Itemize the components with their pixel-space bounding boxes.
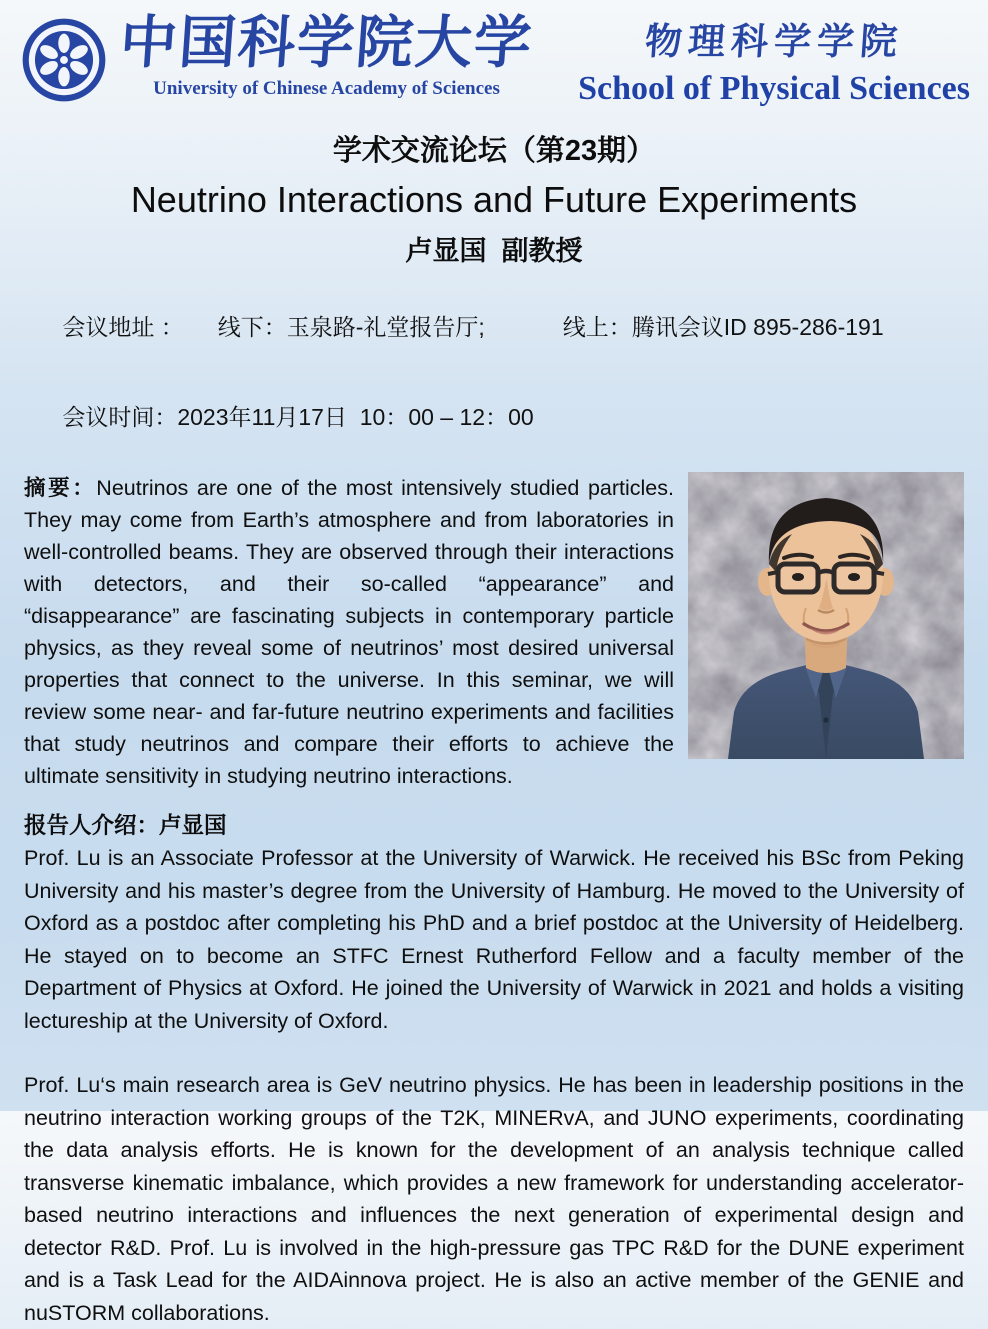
- meeting-online: 线上：腾讯会议ID 895-286-191: [562, 314, 884, 340]
- bio-section: [24, 808, 964, 1329]
- meeting-address-row: [24, 282, 988, 372]
- abstract-section: [24, 472, 964, 792]
- abstract-label: 摘要：: [24, 476, 97, 500]
- university-name-cn: 中国科学院大学: [117, 12, 536, 75]
- meeting-address-label: 会议地址 ：: [62, 314, 184, 340]
- school-brand: [578, 22, 970, 108]
- school-name-cn: 物理科学学院: [643, 22, 905, 63]
- series-title: 学术交流论坛（第23期）: [332, 135, 656, 167]
- talk-title: Neutrino Interactions and Future Experiments: [130, 179, 858, 220]
- bio-heading: 报告人介绍：卢显国: [24, 813, 227, 838]
- abstract-paragraph: [24, 472, 674, 792]
- school-name-en: School of Physical Sciences: [578, 70, 970, 107]
- speaker-name: 卢显国 副教授: [405, 236, 583, 266]
- meeting-time-value: 2023年11月17日 10：00 – 12：00: [177, 404, 534, 430]
- university-name-block: [117, 12, 536, 100]
- speaker-photo: [688, 472, 964, 759]
- ucas-emblem-icon: [20, 16, 108, 104]
- meeting-info: [24, 282, 988, 462]
- meeting-time-label: 会议时间：: [62, 404, 178, 430]
- meeting-offline: 线下：玉泉路-礼堂报告厅;: [217, 314, 485, 340]
- abstract-text: Neutrinos are one of the most intensively studied particles. They may come from Earth’s atmosphere and from laboratories in well-controlled beams. They are observed through their interactions with detectors, and their so-called “appearance” and “disappearance” are fascinating subjects in contemporary particle physics, as they reveal some of neutrinos’ most desired universal properties that connect to the universe. In this seminar, we will review some near- and far-future neutrino experiments and facilities that study neutrinos and compare their efforts to achieve the ultimate sensitivity in studying neutrino interactions.: [24, 476, 674, 788]
- bio-paragraph-2: Prof. Lu‘s main research area is GeV neutrino physics. He has been in leadership positions in the neutrino interaction working groups of the T2K, MINERvA, and JUNO experiments, coordinating the data analysis efforts. He is known for the development of an analysis technique called transverse kinematic imbalance, which provides a new framework for understanding accelerator-based neutrino interactions and influences the next generation of experimental design and detector R&D. Prof. Lu is involved in the high-pressure gas TPC R&D for the DUNE experiment and is a Task Lead for the AIDAinnova project. He is also an active member of the GENIE and nuSTORM collaborations.: [24, 1073, 964, 1325]
- speaker-portrait-image: [688, 472, 964, 759]
- bio-paragraph-1: Prof. Lu is an Associate Professor at the University of Warwick. He received his BSc from Peking University and his master’s degree from the University of Hamburg. He moved to the University of Oxford as a postdoc after completing his PhD and a brief postdoc at the University of Heidelberg. He stayed on to become an STFC Ernest Rutherford Fellow and a faculty member of the Department of Physics at Oxford. He joined the University of Warwick in 2021 and holds a visiting lectureship at the University of Oxford.: [24, 846, 964, 1033]
- university-brand: [20, 12, 536, 104]
- meeting-time-row: [24, 372, 988, 462]
- university-name-en: University of Chinese Academy of Sciences: [153, 78, 500, 99]
- header: [0, 0, 988, 108]
